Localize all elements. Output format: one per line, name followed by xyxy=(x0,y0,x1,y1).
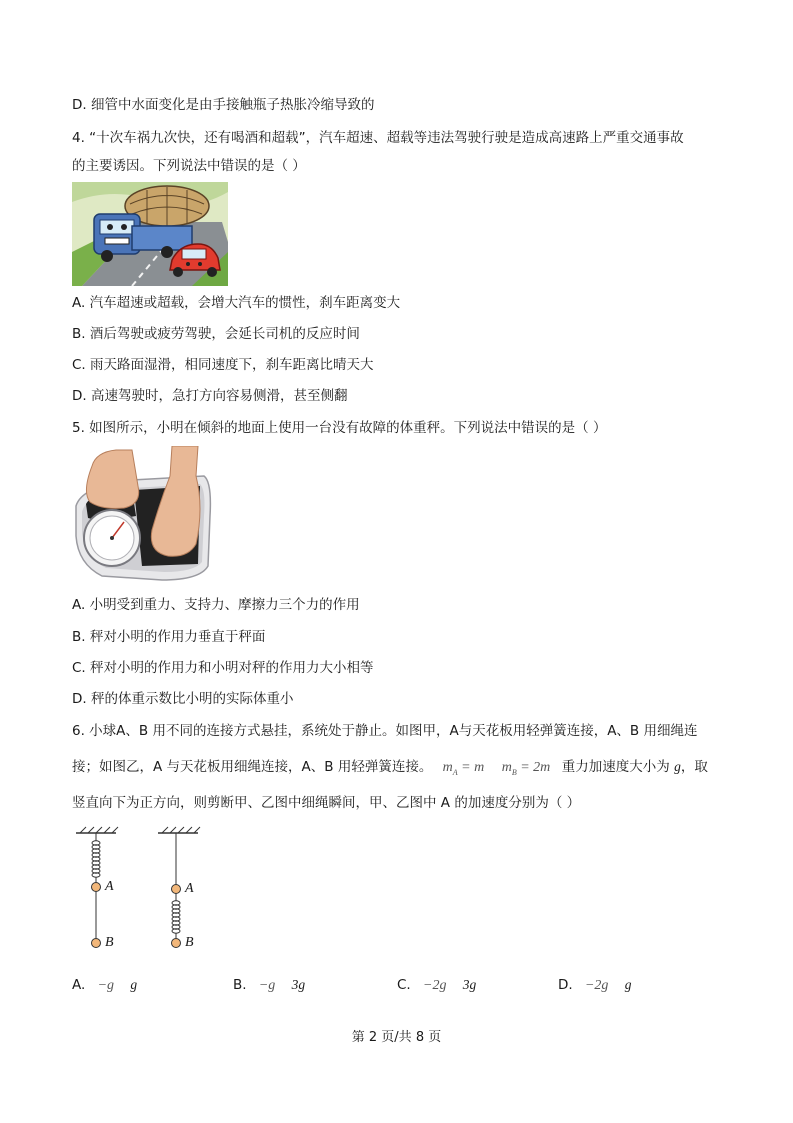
q3-option-d: D. 细管中水面变化是由手接触瓶子热胀冷缩导致的 xyxy=(72,97,375,113)
q4-option-d: D. 高速驾驶时，急打方向容易侧滑，甚至侧翻 xyxy=(72,388,348,404)
page-footer: 第 2 页/共 8 页 xyxy=(351,1030,442,1045)
q4-option-c: C. 雨天路面湿滑，相同速度下，刹车距离比晴天大 xyxy=(72,357,374,373)
spring-string-diagram xyxy=(72,825,212,957)
ball-b-label-left: B xyxy=(105,935,114,950)
q5-stem: 5. 如图所示，小明在倾斜的地面上使用一台没有故障的体重秤。下列说法中错误的是（ ） xyxy=(72,420,607,436)
truck-car-illustration xyxy=(72,182,228,286)
ball-a-label-left: A xyxy=(105,879,114,894)
q6-stem-line3: 竖直向下为正方向，则剪断甲、乙图中细绳瞬间，甲、乙图中 A 的加速度分别为（ ） xyxy=(72,795,581,811)
q4-option-a: A. 汽车超速或超载，会增大汽车的惯性，刹车距离变大 xyxy=(72,295,401,311)
q6-option-a: A. −g g xyxy=(72,977,138,993)
q5-option-d: D. 秤的体重示数比小明的实际体重小 xyxy=(72,691,294,707)
q6-option-b: B. −g 3g xyxy=(233,977,306,993)
q4-stem-line1: 4. “十次车祸九次快，还有喝酒和超载”，汽车超速、超载等违法驾驶行驶是造成高速路上严重交通事故 xyxy=(72,130,684,146)
mass-a-formula: $m_A = m$ xyxy=(442,760,485,777)
q6-stem-line1: 6. 小球A、B 用不同的连接方式悬挂，系统处于静止。如图甲，A与天花板用轻弹簧连接，A、B 用细绳连 xyxy=(72,723,698,739)
q5-option-b: B. 秤对小明的作用力垂直于秤面 xyxy=(72,629,266,645)
q5-option-c: C. 秤对小明的作用力和小明对秤的作用力大小相等 xyxy=(72,660,374,676)
ball-b-label-right: B xyxy=(185,935,194,950)
q4-stem-line2: 的主要诱因。下列说法中错误的是（ ） xyxy=(72,158,306,174)
q6-option-c: C. −2g 3g xyxy=(397,977,477,993)
bathroom-scale-illustration xyxy=(72,446,214,584)
q5-option-a: A. 小明受到重力、支持力、摩擦力三个力的作用 xyxy=(72,597,360,613)
q6-option-d: D. −2g g xyxy=(558,977,632,993)
q4-option-b: B. 酒后驾驶或疲劳驾驶，会延长司机的反应时间 xyxy=(72,326,360,342)
q6-stem-line2: 接；如图乙，A 与天花板用细绳连接，A、B 用轻弹簧连接。 $m_A = m$ $m_B = 2m$ 重力加速度大小为 g，取 xyxy=(72,759,708,777)
ball-a-label-right: A xyxy=(185,881,194,896)
mass-b-formula: $m_B = 2m$ xyxy=(501,760,551,777)
